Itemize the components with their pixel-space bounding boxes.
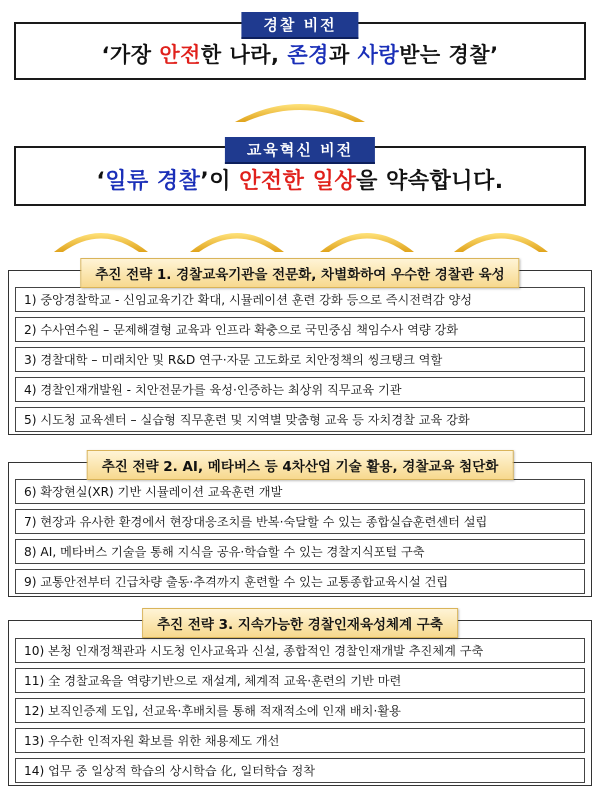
list-item: 13) 우수한 인적자원 확보를 위한 채용제도 개선 [15,728,585,753]
strategy-3-box [8,620,592,786]
strategy-1-title: 추진 전략 1. 경찰교육기관을 전문화, 차별화하여 우수한 경찰관 육성 [80,258,519,288]
text-segment: 을 약속합니다. [356,168,504,194]
strategy-3-title: 추진 전략 3. 지속가능한 경찰인재육성체계 구축 [142,608,458,638]
police-vision-label: 경찰 비전 [241,12,358,39]
edu-vision-text [96,164,503,195]
strategy-1-box [8,270,592,435]
up-arrow-icon [318,220,416,254]
list-item: 9) 교통안전부터 긴급차량 출동·추격까지 훈련할 수 있는 교통종합교육시설 건립 [15,569,585,594]
highlight-first-class-police: 일류 경찰 [105,168,201,194]
list-item: 4) 경찰인재개발원 - 치안전문가를 육성·인증하는 최상위 직무교육 기관 [15,377,585,402]
edu-vision-label: 교육혁신 비전 [225,137,375,164]
list-item: 6) 확장현실(XR) 기반 시뮬레이션 교육훈련 개발 [15,479,585,504]
strategy-3-list [15,638,585,788]
text-segment: 받는 경찰’ [399,43,499,67]
list-item: 7) 현장과 유사한 환경에서 현장대응조치를 반복·숙달할 수 있는 종합실습훈련센터 설립 [15,509,585,534]
list-item: 2) 수사연수원 – 문제해결형 교육과 인프라 확충으로 국민중심 책임수사 역량 강화 [15,317,585,342]
text-segment: 과 [328,43,358,67]
list-item: 5) 시도청 교육센터 – 실습형 직무훈련 및 지역별 맞춤형 교육 등 자치경찰 교육 강화 [15,407,585,432]
list-item: 10) 본청 인재정책관과 시도청 인사교육과 신설, 종합적인 경찰인재개발 추진체계 구축 [15,638,585,663]
strategy-2-box [8,462,592,597]
up-arrow-icon [452,220,550,254]
up-arrow-icon [188,220,286,254]
text-segment: ‘가장 [101,43,160,67]
up-arrow-icon [233,92,367,124]
text-segment: ‘ [96,168,106,194]
list-item: 3) 경찰대학 – 미래치안 및 R&D 연구·자문 고도화로 치안정책의 씽크탱크 역할 [15,347,585,372]
list-item: 12) 보직인증제 도입, 선교육·후배치를 통해 적재적소에 인재 배치·활용 [15,698,585,723]
text-segment: ’이 [200,168,240,194]
list-item: 14) 업무 중 일상적 학습의 상시학습 化, 일터학습 정착 [15,758,585,783]
strategy-1-list [15,287,585,437]
strategy-2-list [15,479,585,599]
police-vision-text [101,39,498,69]
strategy-2-title: 추진 전략 2. AI, 메타버스 등 4차산업 기술 활용, 경찰교육 첨단화 [87,450,514,480]
list-item: 1) 중앙경찰학교 - 신임교육기간 확대, 시뮬레이션 훈련 강화 등으로 즉시전력감 양성 [15,287,585,312]
up-arrow-icon [52,220,150,254]
list-item: 8) AI, 메타버스 기술을 통해 지식을 공유·학습할 수 있는 경찰지식포털 구축 [15,539,585,564]
highlight-love: 사랑 [357,43,400,67]
highlight-safety: 안전 [159,43,201,67]
text-segment: 한 나라, [200,43,288,67]
highlight-respect: 존경 [287,43,329,67]
list-item: 11) 全 경찰교육을 역량기반으로 재설계, 체계적 교육·훈련의 기반 마련 [15,668,585,693]
highlight-safe-daily-life: 안전한 일상 [239,168,357,194]
